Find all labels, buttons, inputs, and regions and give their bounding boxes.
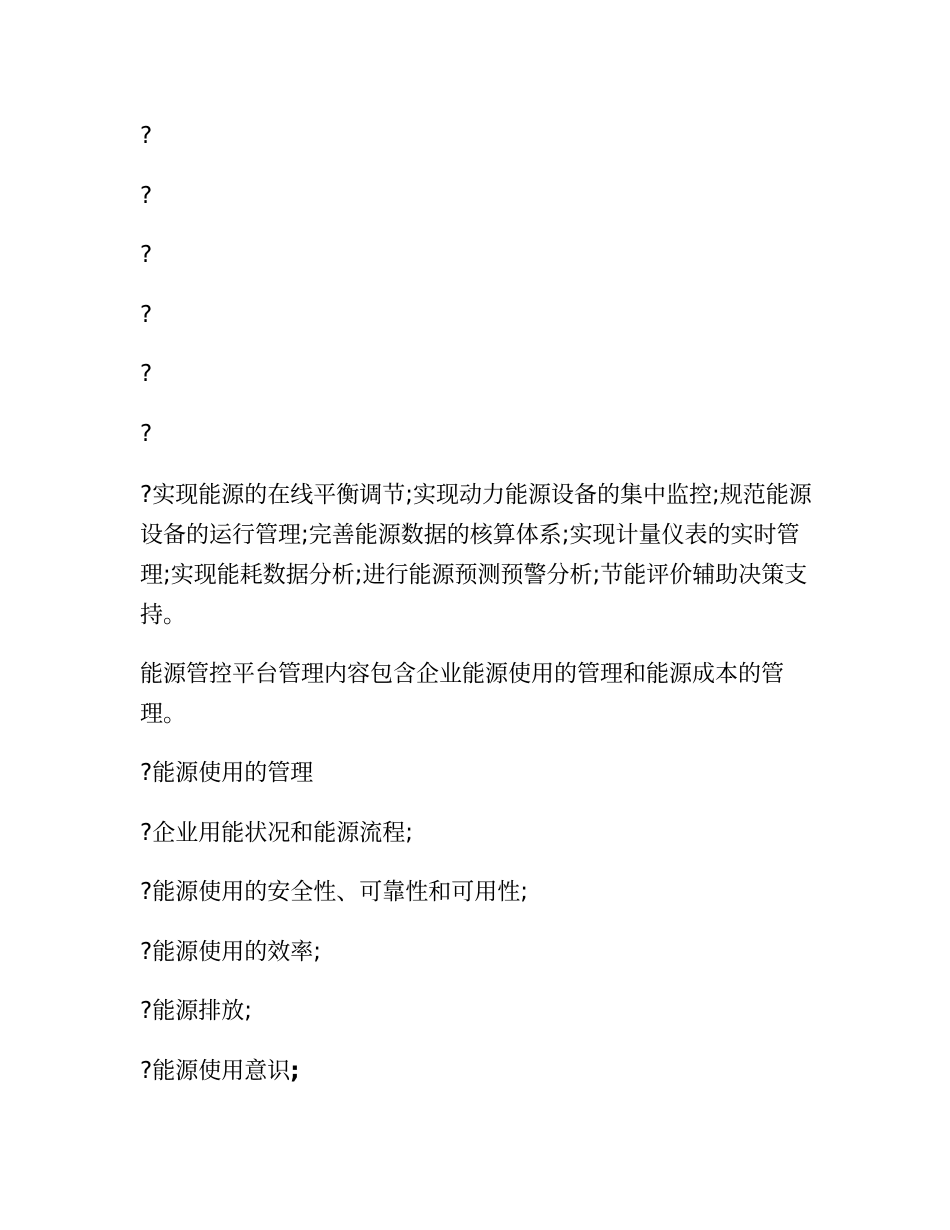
bullet-marker: ? [140,420,153,447]
scope-paragraph: 能源管控平台管理内容包含企业能源使用的管理和能源成本的管理。 [140,661,784,727]
list-item: ?能源使用的效率; [140,938,321,965]
bullet-marker: ? [140,123,153,149]
list-item-text: ?能源使用意识 [140,1057,291,1084]
list-item: ?能源使用的管理 [140,760,314,786]
goals-paragraph: ?实现能源的在线平衡调节;实现动力能源设备的集中监控;规范能源设备的运行管理;完善能源数据的核算体系;实现计量仪表的实时管理;实现能耗数据分析;进行能源预测预警分析;节能评价辅助决策支持。 [140,482,812,628]
list-item: ?能源使用的安全性、可靠性和可用性; [140,879,528,905]
list-item: ?企业用能状况和能源流程; [140,819,413,846]
bullet-marker: ? [140,361,153,387]
document-body [140,118,820,1110]
bullet-marker: ? [140,242,153,268]
bullet-marker: ? [140,301,153,328]
list-item-suffix: ; [290,1057,300,1084]
bullet-marker: ? [140,182,153,209]
list-item-last [140,1051,820,1091]
list-item: ?能源排放; [140,998,252,1024]
